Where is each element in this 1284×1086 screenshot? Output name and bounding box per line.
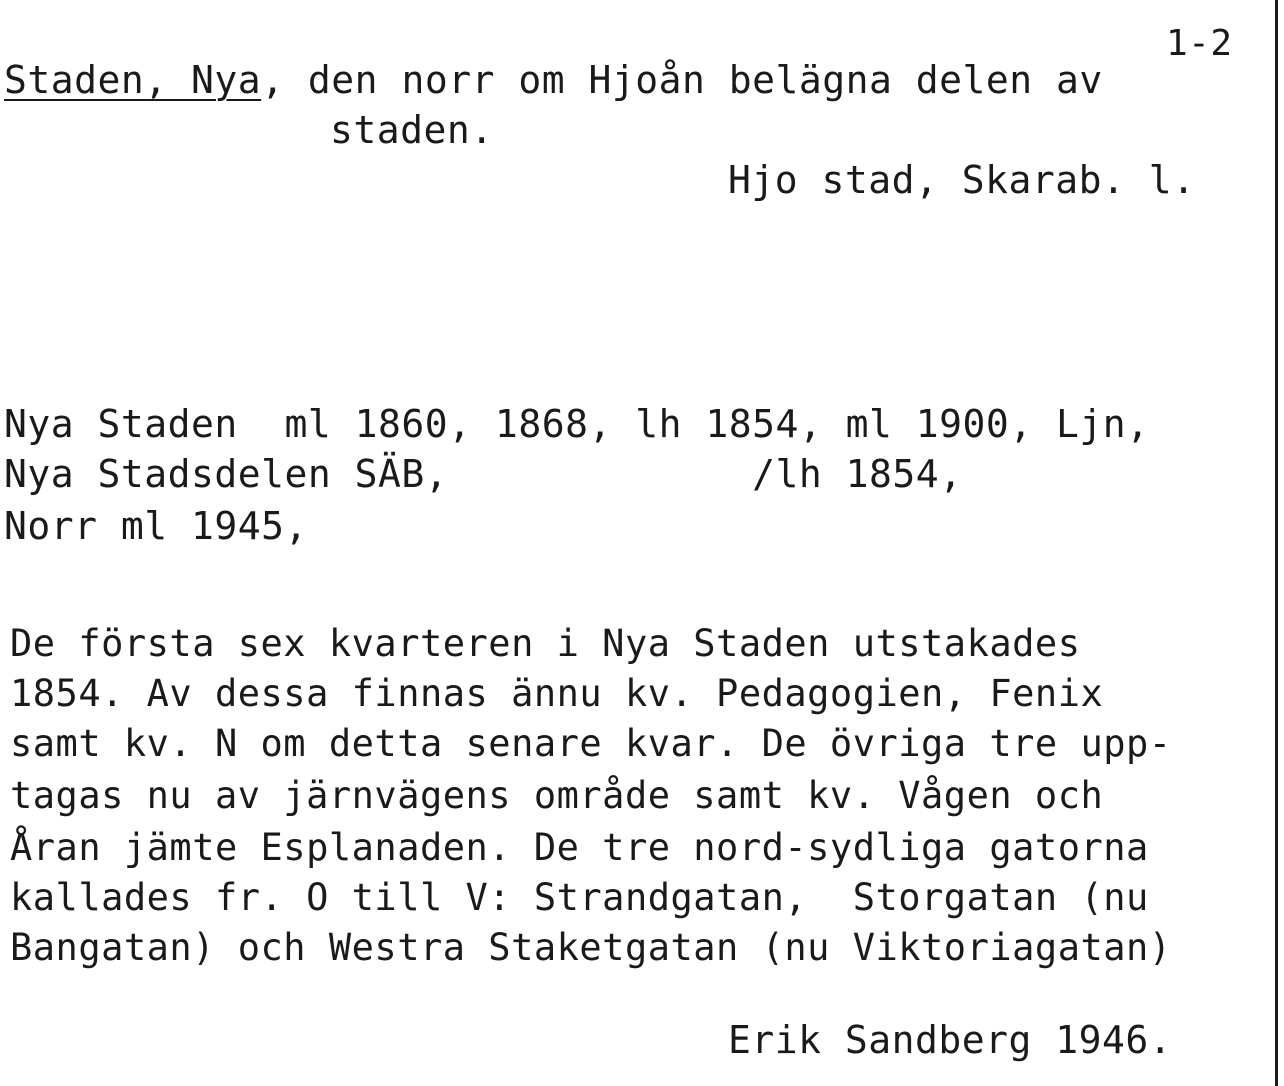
body-line: Bangatan) och Westra Staketgatan (nu Viktoriagatan) (10, 926, 1172, 969)
body-line: kallades fr. O till V: Strandgatan, Storgatan (nu (10, 876, 1149, 919)
form-entry: Nya Staden ml 1860, 1868, lh 1854, ml 1900, Ljn, (4, 402, 1150, 446)
form-entry: Norr ml 1945, (4, 504, 308, 548)
place-name: Staden, Nya (4, 58, 262, 102)
place-description-continued: staden. (330, 108, 494, 152)
body-line: tagas nu av järnvägens område samt kv. Vågen och (10, 774, 1104, 817)
header-line-1 (4, 58, 1103, 102)
card-number: 1-2 (1166, 23, 1233, 64)
body-line: samt kv. N om detta senare kvar. De övriga tre upp- (10, 722, 1172, 765)
location: Hjo stad, Skarab. l. (728, 158, 1196, 202)
body-line: Åran jämte Esplanaden. De tre nord-sydliga gatorna (10, 826, 1149, 869)
body-line: 1854. Av dessa finnas ännu kv. Pedagogien, Fenix (10, 672, 1104, 715)
signature: Erik Sandberg 1946. (728, 1018, 1173, 1062)
place-description: , den norr om Hjoån belägna delen av (261, 58, 1103, 102)
card-edge (1275, 0, 1278, 1086)
form-entry: Nya Stadsdelen SÄB, /lh 1854, (4, 452, 963, 496)
body-line: De första sex kvarteren i Nya Staden utstakades (10, 622, 1081, 665)
